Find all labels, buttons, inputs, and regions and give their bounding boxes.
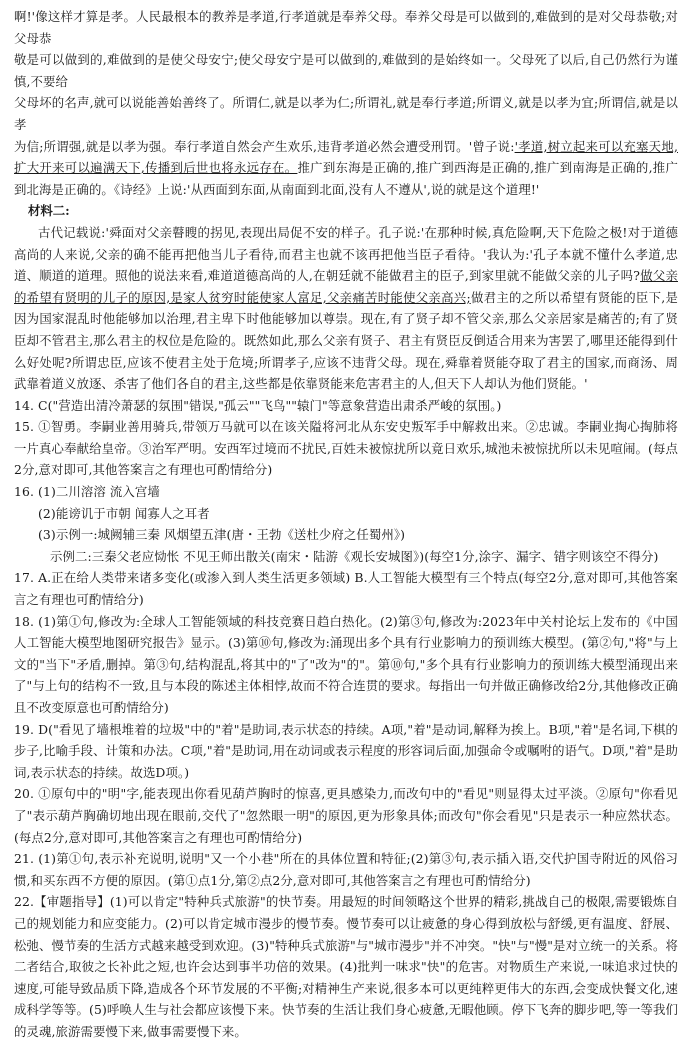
answer-22: 22.【审题指导】(1)可以肯定"特种兵式旅游"的快节奏。用最短的时间领略这个世界的精彩,挑战自己的极限,需要锻炼自己的规划能力和应变能力。(2)可以肯定城市漫步的慢节奏。慢节奏可以让疲惫的身心得到放松与舒缓,更有温度、舒展、松弛、慢节奏的生活方式越来越受到欢迎。(3)"特种兵式旅游"与"城市漫步"并不冲突。"快"与"慢"是对立统一的关系。将二者结合,取彼之长补此之短,也许会达到事半功倍的效果。(4)批判一味求"快"的危害。对物质生产来说,一味追求过快的速度,可能导致品质下降,造成各个环节发展的不平衡;对精神生产来说,很多本可以更纯粹更伟大的东西,会变成快餐文化,速成科学等等。(5)呼唤人生与社会都应该慢下来。快节奏的生活让我们身心疲惫,无暇他顾。停下飞奔的脚步吧,等一等我们的灵魂,旅游需要慢下来,做事需要慢下来。	[14, 894, 678, 1039]
underlined-sentence: 做父亲的希望有贤明的儿子的原因,是家人贫穷时能使家人富足,父亲痛苦时能使父亲高兴;	[14, 268, 678, 305]
answer-17: 17. A.正在给人类带来诸多变化(或渗入到人类生活更多领域) B.人工智能大模型有三个特点(每空2分,意对即可,其他答案言之有理也可酌情给分)	[14, 570, 678, 608]
text-segment: 做君主的之所以希望有贤能的臣下,是因为国家混乱时他能够加以治理,君主卑下时他能够加以尊崇。现在,有了贤子却不管父亲,那么父亲居家是痛苦的;有了贤臣却不管君主,那么君主的权位是危险的。既然如此,那么父亲有贤子、君主有贤臣反倒适合用来为害罢了,哪里还能得到什么好处呢?所谓忠臣,应该不使君主处于危境;所谓孝子,应该不违背父母。现在,舜靠着贤能夺取了君主的国家,而商汤、周武靠着道义放逐、杀害了他们各自的君主,这些都是依靠贤能来危害君主的人,但天下人却认为他们贤能。'	[14, 289, 679, 392]
answer-21: 21. (1)第①句,表示补充说明,说明"又一个小巷"所在的具体位置和特征;(2)第③句,表示插入语,交代护国寺附近的风俗习惯,和买东西不方便的原因。(第①点1分,第②点2分,意对即可,其他答案言之有理也可酌情给分)	[14, 851, 678, 888]
material-two-heading: 材料二:	[28, 203, 70, 219]
answer-20: 20. ①原句中的"明"字,能表现出你看见葫芦胸时的惊喜,更具感染力,而改句中的"看见"则显得太过平淡。②原句"你看见了"表示葫芦胸确切地出现在眼前,交代了"忽然眼一明"的原因,更为形象具体;而改句"你会看见"只是表示一种应然状态。(每点2分,意对即可,其他答案言之有理也可酌情给分)	[14, 786, 678, 845]
answer-16-part-3: (3)示例一:城阙辅三秦 风烟望五津(唐・王勃《送杜少府之任蜀州》)	[38, 527, 406, 543]
answer-15: 15. ①智勇。李嗣业善用骑兵,带领万马就可以在该关隘将河北从东安史叛军手中解救出来。②忠诚。李嗣业掏心掏肺将一片真心奉献给皇帝。③治军严明。安西军过境而不扰民,百姓未被惊扰所以竟日欢乐,城池未被惊扰所以未见喧闹。(每点2分,意对即可,其他答案言之有理也可酌情给分)	[14, 419, 678, 478]
material-two-paragraph	[14, 222, 678, 395]
paragraph-line	[14, 136, 678, 201]
answer-19: 19. D("看见了墙根堆着的垃圾"中的"着"是助词,表示状态的持续。A项,"着"是动词,解释为挨上。B项,"着"是名词,下棋的步子,比喻手段、计策和办法。C项,"着"是助词,用在动词或表示程度的形容词后面,加强命令或嘱咐的语气。D项,"着"是助词,表示状态的持续。故选D项。)	[14, 721, 678, 780]
paragraph-line: 敬是可以做到的,难做到的是使父母安宁;使父母安宁是可以做到的,难做到的是始终如一。父母死了以后,自己仍然行为谨慎,不要给	[14, 52, 678, 89]
answer-14: 14. C("营造出清冷萧瑟的氛围"错误,"孤云""飞鸟""辕门"等意象营造出肃杀严峻的氛围。)	[14, 397, 502, 413]
paragraph-line: 啊!'像这样才算是孝。人民最根本的教养是孝道,行孝道就是奉养父母。奉养父母是可以做到的,难做到的是对父母恭敬;对父母恭	[14, 9, 678, 46]
answer-16-part-4: 示例二:三秦父老应恸怅 不见王师出散关(南宋・陆游《观长安城图》)(每空1分,涂字、漏字、错字则该空不得分)	[50, 548, 659, 564]
answer-16-part-2: (2)能谤讥于市朝 闻寡人之耳者	[38, 505, 210, 521]
material-one-translation	[14, 6, 678, 200]
underlined-quote: '孝道,树立起来可以充塞天地,扩大开来可以遍满天下,传播到后世也将永远存在。	[14, 138, 678, 176]
answer-18: 18. (1)第①句,修改为:全球人工智能领域的科技竞赛日趋白热化。(2)第③句,修改为:2023年中关村论坛上发布的《中国人工智能大模型地图研究报告》显示。(3)第⑩句,修改为:涌现出多个具有行业影响力的预训练大模型。(第②句,"将"与上文的"当下"矛盾,删掉。第③句,结构混乱,将其中的"了"改为"的"。第⑩句,"多个具有行业影响力的预训练大模型涌现出来了"与上句的结构不一致,且与本段的陈述主体相悖,故而不符合连贯的要求。每指出一句并做正确修改给2分,其他修改正确且不改变原意也可酌情给分)	[14, 613, 678, 715]
paragraph-line: 父母坏的名声,就可以说能善始善终了。所谓仁,就是以孝为仁;所谓礼,就是奉行孝道;所谓义,就是以孝为宜;所谓信,就是以孝	[14, 95, 678, 132]
text-segment: 推广到东海是正确的,推广到西海是正确的,推广到南海是正确的,推广到北海是正确的。《诗经》上说:'从西面到东面,从南面到北面,没有人不遵从',说的就是这个道理!'	[14, 160, 678, 197]
text-segment: 为信;所谓强,就是以孝为强。奉行孝道自然会产生欢乐,违背孝道必然会遭受刑罚。'曾子说:	[14, 138, 515, 154]
text-segment: 古代记载说:'舜面对父亲瞽瞍的拐见,表现出局促不安的样子。孔子说:'在那种时候,真危险啊,天下危险之极!对于道德高尚的人来说,父亲的确不能再把他当儿子看待,而君主也就不该再把他当臣子看待。'我认为:'孔子本就不懂什么孝道,忠道、顺道的道理。照他的说法来看,难道道德高尚的人,在朝廷就不能做君主的臣子,到家里就不能做父亲的儿子吗?	[14, 224, 678, 284]
answer-16-part-1: 16. (1)二川溶溶 流入宫墙	[14, 484, 160, 500]
